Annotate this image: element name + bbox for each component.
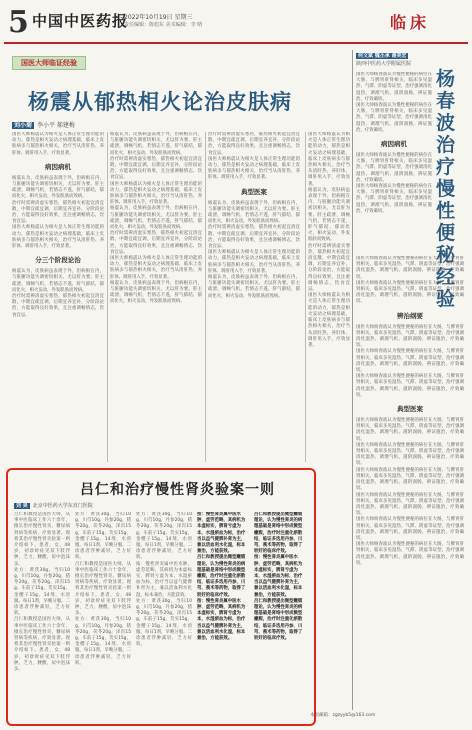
right-text: 国医大师杨春波认为慢性便秘的病位在大肠，与脾胃肝肾相关，临床多见湿热、气滞、阴虚等证型，治疗强调清化湿热、调理气机、滋阴润肠，辨证施治，疗效确切。 xyxy=(356,542,464,566)
article1-text: 杨震认为，皮肤病虽表现于外，但病根在内，与脏腑功能失调密切相关，尤以肝为要。肝主疏泄，调畅气机，若情志不遂，肝气郁结，郁而化火，相火妄动，外发肌肤而致病。 xyxy=(110,206,202,231)
article1-subhead-1: 病因病机 xyxy=(45,162,71,171)
article2-headline: 吕仁和治疗慢性肾炎验案一则 xyxy=(80,482,275,498)
right-text: 国医大师杨春波认为慢性便秘的病位在大肠，与脾胃肝肾相关，临床多见湿热、气滞、阴虚等证型，治疗强调清化湿热、调理气机、滋阴润肠，辨证施治，疗效确切。 xyxy=(356,324,464,349)
article1-text: 杨震认为，皮肤病虽表现于外，但病根在内，与脏腑功能失调密切相关，尤以肝为要。肝主疏泄，调畅气机，若情志不遂，肝气郁结，郁而化火，相火妄动，外发肌肤而致病。 xyxy=(110,280,202,305)
article1-text: 杨震认为，皮肤病虽表现于外，但病根在内，与脏腑功能失调密切相关，尤以肝为要。肝主疏泄，调畅气机，若情志不遂，肝气郁结，郁而化火，相火妄动，外发肌肤而致病。 xyxy=(208,200,300,225)
section-title: 临床 xyxy=(389,13,430,32)
article1-headline: 杨震从郁热相火论治皮肤病 xyxy=(28,90,292,114)
article2-column-4 xyxy=(197,512,249,716)
article1-text: 治疗时需辨清虚实寒热，郁热相火初起宜清宜散，中期宜疏宜调，后期宜养宜补，分阶段论治，方能取得良好效果，且注重调畅情志，饮食宜忌。 xyxy=(110,231,202,255)
article2-text: 吕仁和教授是国医大师，从事中医临床工作六十余年，擅长治疗慢性肾炎、糖尿病肾病等疾病，疗效显著。现将其治疗慢性肾炎验案一则介绍如下。患者，女，48岁，初诊时症见双下肢浮肿，乏力，腰酸，尿中泡沫多。 xyxy=(75,561,131,617)
article1-text: 国医大师杨震认为相火是人体正常生理功能的动力，郁热是相火妄动之病理基础，临床上皮肤病多与郁热相火相关，治疗当从清肝热、养肝体、调肝用入手，疗效显著。 xyxy=(110,256,202,280)
article1-byline-rest: 李小平 郝建梅 xyxy=(37,122,75,129)
right-article-headline: 杨春波治疗慢性便秘经验 xyxy=(436,68,456,310)
article1-text: 杨震认为，皮肤病虽表现于外，但病根在内，与脏腑功能失调密切相关，尤以肝为要。肝主疏泄，调畅气机，若情志不遂，肝气郁结，郁而化火，相火妄动，外发肌肤而致病。 xyxy=(208,275,300,299)
right-subhead-1: 病因病机 xyxy=(381,140,407,149)
article2-text: 处方：黄芪30g，当归10g，川芎10g，丹参20g，猪苓20g，茯苓20g，泽泻15g，车前子15g，芡实15g，金樱子15g。14剂，水煎服，每日1剂，早晚分服。二诊患者浮肿减轻，乏力好转。 xyxy=(136,512,192,561)
article1-column-1 xyxy=(12,132,104,462)
issue-date: 2022年10月19日 星期三 xyxy=(124,14,193,21)
right-text: 国医大师杨春波认为慢性便秘的病位在大肠，与脾胃肝肾相关，临床多见湿热、气滞、阴虚等证型，治疗强调清化湿热、调理气机、滋阴润肠，辨证施治，疗效确切。 xyxy=(356,349,464,374)
article2-bold-text: 吕仁和教授提出微型癥瘕理论，认为慢性肾炎的病理基础是肾络中形成微型癥瘕，治疗时注重化瘀散结，临证多选用丹参、川芎、莪术等药物，取得了较好的临床疗效。 xyxy=(254,598,303,642)
right-divider xyxy=(352,50,353,710)
article1-byline xyxy=(12,120,75,129)
right-text: 国医大师杨春波认为慢性便秘的病位在大肠，与脾胃肝肾相关，临床多见湿热、气滞、阴虚等证型，治疗强调清化湿热、调理气机、滋阴润肠，辨证施治，疗效确切。 xyxy=(356,72,432,102)
masthead-rule xyxy=(4,42,468,44)
right-text: 国医大师杨春波认为慢性便秘的病位在大肠，与脾胃肝肾相关，临床多见湿热、气滞、阴虚等证型，治疗强调清化湿热、调理气机、滋阴润肠，辨证施治，疗效确切。 xyxy=(356,256,464,280)
article2-column-3 xyxy=(136,512,192,716)
article2-bold-text: 吕仁和教授提出微型癥瘕理论，认为慢性肾炎的病理基础是肾络中形成微型癥瘕，治疗时注重化瘀散结，临证多选用丹参、川芎、莪术等药物，取得了较好的临床疗效。 xyxy=(254,512,303,555)
article1-text: 治疗时需辨清虚实寒热，郁热相火初起宜清宜散，中期宜疏宜调，后期宜养宜补，分阶段论治，方能取得良好效果，且注重调畅情志，饮食宜忌。 xyxy=(208,225,300,250)
article2-column-2 xyxy=(75,512,131,716)
column-divider xyxy=(305,132,306,462)
right-text: 国医大师杨春波认为慢性便秘的病位在大肠，与脾胃肝肾相关，临床多见湿热、气滞、阴虚等证型，治疗强调清化湿热、调理气机、滋阴润肠，辨证施治，疗效确切。 xyxy=(356,418,464,442)
article1-text: 杨震认为，皮肤病虽表现于外，但病根在内，与脏腑功能失调密切相关，尤以肝为要。肝主疏泄，调畅气机，若情志不遂，肝气郁结，郁而化火，相火妄动，外发肌肤而致病。 xyxy=(308,187,350,243)
right-subhead-3: 典型医案 xyxy=(397,405,423,414)
article1-column-3 xyxy=(208,132,300,462)
article2-text: 处方：黄芪30g，当归10g，川芎10g，丹参20g，猪苓20g，茯苓20g，泽泻15g，车前子15g，芡实15g，金樱子15g。14剂，水煎服，每日1剂，早晚分服。二诊患者浮肿减轻，乏力好转。 xyxy=(75,617,131,666)
article2-bold-text: 吕仁和教授提出微型癥瘕理论，认为慢性肾炎的病理基础是肾络中形成微型癥瘕，治疗时注重化瘀散结，临证多选用丹参、川芎、莪术等药物，取得了较好的临床疗效。 xyxy=(197,555,246,598)
article2-bold-text: 按：慢性肾炎属中医水肿、虚劳范畴，其病机为本虚标实，脾肾亏虚为本，水湿瘀血为标，治疗当以益气健脾补肾为主，兼以活血利水化湿，标本兼治，方能获效。 xyxy=(197,598,246,642)
right-column-bottom xyxy=(356,256,464,706)
article1-text: 治疗时需辨清虚实寒热，郁热相火初起宜清宜散，中期宜疏宜调，后期宜养宜补，分阶段论治，方能取得良好效果，且注重调畅情志，饮食宜忌。 xyxy=(110,156,202,181)
right-subhead-2: 辨治纲要 xyxy=(397,311,423,320)
editors: 责任编辑：陈旭东 美术编辑：李 晴 xyxy=(124,22,203,28)
article1-text: 治疗时需辨清虚实寒热，郁热相火初起宜清宜散，中期宜疏宜调，后期宜养宜补，分阶段论治，方能取得良好效果，且注重调畅情志，饮食宜忌。 xyxy=(308,243,350,293)
right-text: 国医大师杨春波认为慢性便秘的病位在大肠，与脾胃肝肾相关，临床多见湿热、气滞、阴虚等证型，治疗强调清化湿热、调理气机、滋阴润肠，辨证施治，疗效确切。 xyxy=(356,467,464,492)
article2-text: 吕仁和教授是国医大师，从事中医临床工作六十余年，擅长治疗慢性肾炎、糖尿病肾病等疾病，疗效显著。现将其治疗慢性肾炎验案一则介绍如下。患者，女，48岁，初诊时症见双下肢浮肿，乏力，腰酸，尿中泡沫多。 xyxy=(14,617,70,673)
article1-text: 杨震认为，皮肤病虽表现于外，但病根在内，与脏腑功能失调密切相关，尤以肝为要。肝主疏泄，调畅气机，若情志不遂，肝气郁结，郁而化火，相火妄动，外发肌肤而致病。 xyxy=(110,132,202,156)
right-text: 国医大师杨春波认为慢性便秘的病位在大肠，与脾胃肝肾相关，临床多见湿热、气滞、阴虚等证型，治疗强调清化湿热、调理气机、滋阴润肠，辨证施治，疗效确切。 xyxy=(356,492,464,517)
article2-text: 处方：黄芪30g，当归10g，川芎10g，丹参20g，猪苓20g，茯苓20g，泽泻15g，车前子15g，芡实15g，金樱子15g。14剂，水煎服，每日1剂，早晚分服。二诊患者浮肿减轻，乏力好转。 xyxy=(75,512,131,561)
article2-text: 按：慢性肾炎属中医水肿、虚劳范畴，其病机为本虚标实，脾肾亏虚为本，水湿瘀血为标，治疗当以益气健脾补肾为主，兼以活血利水化湿，标本兼治，方能获效。 xyxy=(136,561,192,598)
article2-text: 处方：黄芪30g，当归10g，川芎10g，丹参20g，猪苓20g，茯苓20g，泽泻15g，车前子15g，芡实15g，金樱子15g。14剂，水煎服，每日1剂，早晚分服。二诊患者浮肿减轻，乏力好转。 xyxy=(14,567,70,617)
page-number: 5 xyxy=(8,5,29,40)
article2-byline-label: 刘 昊 xyxy=(16,503,28,509)
article2-byline xyxy=(14,502,93,509)
right-text: 国医大师杨春波认为慢性便秘的病位在大肠，与脾胃肝肾相关，临床多见湿热、气滞、阴虚等证型，治疗强调清化湿热、调理气机、滋阴润肠，辨证施治，疗效确切。 xyxy=(356,442,464,467)
article1-column-2 xyxy=(110,132,202,462)
article1-text: 国医大师杨震认为相火是人体正常生理功能的动力，郁热是相火妄动之病理基础，临床上皮肤病多与郁热相火相关，治疗当从清肝热、养肝体、调肝用入手，疗效显著。 xyxy=(208,250,300,274)
article1-text: 治疗时需辨清虚实寒热，郁热相火初起宜清宜散，中期宜疏宜调，后期宜养宜补，分阶段论治，方能取得良好效果，且注重调畅情志，饮食宜忌。 xyxy=(12,294,104,318)
article1-text: 国医大师杨震认为相火是人体正常生理功能的动力，郁热是相火妄动之病理基础，临床上皮肤病多与郁热相火相关，治疗当从清肝热、养肝体、调肝用入手，疗效显著。 xyxy=(12,225,104,250)
article1-subhead-3: 典型医案 xyxy=(241,187,267,196)
article1-text: 国医大师杨震认为相火是人体正常生理功能的动力，郁热是相火妄动之病理基础，临床上皮肤病多与郁热相火相关，治疗当从清肝热、养肝体、调肝用入手，疗效显著。 xyxy=(308,293,350,348)
article1-byline-label: 刘小菊 xyxy=(14,122,33,129)
masthead xyxy=(4,6,468,42)
article1-text: 国医大师杨震认为相火是人体正常生理功能的动力，郁热是相火妄动之病理基础，临床上皮肤病多与郁热相火相关，治疗当从清肝热、养肝体、调肝用入手，疗效显著。 xyxy=(110,181,202,206)
column-tag: 国医大师临证经验 xyxy=(12,56,86,70)
right-text: 国医大师杨春波认为慢性便秘的病位在大肠，与脾胃肝肾相关，临床多见湿热、气滞、阴虚等证型，治疗强调清化湿热、调理气机、滋阴润肠，辨证施治，疗效确切。 xyxy=(356,374,464,398)
paper-name: 中国中医药报 xyxy=(32,12,129,30)
right-text: 国医大师杨春波认为慢性便秘的病位在大肠，与脾胃肝肾相关，临床多见湿热、气滞、阴虚等证型，治疗强调清化湿热、调理气机、滋阴润肠，辨证施治，疗效确切。 xyxy=(356,517,464,541)
article2-byline-rest: 北京中医药大学东直门医院 xyxy=(32,503,93,509)
article1-text: 国医大师杨震认为相火是人体正常生理功能的动力，郁热是相火妄动之病理基础，临床上皮肤病多与郁热相火相关，治疗当从清肝热、养肝体、调肝用入手，疗效显著。 xyxy=(308,132,350,187)
column-divider xyxy=(107,132,108,462)
right-text: 国医大师杨春波认为慢性便秘的病位在大肠，与脾胃肝肾相关，临床多见湿热、气滞、阴虚等证型，治疗强调清化湿热、调理气机、滋阴润肠，辨证施治，疗效确切。 xyxy=(356,153,432,183)
right-text: 国医大师杨春波认为慢性便秘的病位在大肠，与脾胃肝肾相关，临床多见湿热、气滞、阴虚等证型，治疗强调清化湿热、调理气机、滋阴润肠，辨证施治，疗效确切。 xyxy=(356,280,464,305)
right-byline-names: 何文斌 魏丕承 谢美宏 xyxy=(358,53,407,59)
column-divider xyxy=(205,132,206,462)
right-text: 国医大师杨春波认为慢性便秘的病位在大肠，与脾胃肝肾相关，临床多见湿热、气滞、阴虚等证型，治疗强调清化湿热、调理气机、滋阴润肠，辨证施治，疗效确切。 xyxy=(356,103,432,133)
article1-subhead-2: 分三个阶段论治 xyxy=(35,256,81,265)
article1-text: 杨震认为，皮肤病虽表现于外，但病根在内，与脏腑功能失调密切相关，尤以肝为要。肝主疏泄，调畅气机，若情志不遂，肝气郁结，郁而化火，相火妄动，外发肌肤而致病。 xyxy=(12,269,104,293)
article1-column-4 xyxy=(308,132,350,462)
article2-bold-text: 按：慢性肾炎属中医水肿、虚劳范畴，其病机为本虚标实，脾肾亏虚为本，水湿瘀血为标，治疗当以益气健脾补肾为主，兼以活血利水化湿，标本兼治，方能获效。 xyxy=(254,555,303,598)
right-article-byline xyxy=(356,52,411,68)
article2-text: 吕仁和教授是国医大师，从事中医临床工作六十余年，擅长治疗慢性肾炎、糖尿病肾病等疾病，疗效显著。现将其治疗慢性肾炎验案一则介绍如下。患者，女，48岁，初诊时症见双下肢浮肿，乏力，腰酸，尿中泡沫多。 xyxy=(14,512,70,567)
article1-text: 国医大师杨震认为相火是人体正常生理功能的动力，郁热是相火妄动之病理基础，临床上皮肤病多与郁热相火相关，治疗当从清肝热、养肝体、调肝用入手，疗效显著。 xyxy=(12,132,104,156)
article1-text: 治疗时需辨清虚实寒热，郁热相火初起宜清宜散，中期宜疏宜调，后期宜养宜补，分阶段论治，方能取得良好效果，且注重调畅情志，饮食宜忌。 xyxy=(208,132,300,156)
article2-column-5 xyxy=(254,512,306,716)
article1-text: 杨震认为，皮肤病虽表现于外，但病根在内，与脏腑功能失调密切相关，尤以肝为要。肝主疏泄，调畅气机，若情志不遂，肝气郁结，郁而化火，相火妄动，外发肌肤而致病。 xyxy=(12,175,104,200)
article1-text: 治疗时需辨清虚实寒热，郁热相火初起宜清宜散，中期宜疏宜调，后期宜养宜补，分阶段论治，方能取得良好效果，且注重调畅情志，饮食宜忌。 xyxy=(12,200,104,225)
right-text: 国医大师杨春波认为慢性便秘的病位在大肠，与脾胃肝肾相关，临床多见湿热、气滞、阴虚等证型，治疗强调清化湿热、调理气机、滋阴润肠，辨证施治，疗效确切。 xyxy=(356,184,432,214)
right-byline-affiliation: 陕西中医药大学附属医院 xyxy=(356,61,412,67)
article2-text: 处方：黄芪30g，当归10g，川芎10g，丹参20g，猪苓20g，茯苓20g，泽泻15g，车前子15g，芡实15g，金樱子15g。14剂，水煎服，每日1剂，早晚分服。二诊患者浮肿减轻，乏力好转。 xyxy=(136,598,192,648)
article2-column-1 xyxy=(14,512,70,716)
right-column-top xyxy=(356,72,432,252)
article1-text: 国医大师杨震认为相火是人体正常生理功能的动力，郁热是相火妄动之病理基础，临床上皮肤病多与郁热相火相关，治疗当从清肝热、养肝体、调肝用入手，疗效显著。 xyxy=(208,156,300,181)
footer-email: 本版邮箱：zgzyyb5@163.com xyxy=(310,713,376,718)
article2-bold-text: 按：慢性肾炎属中医水肿、虚劳范畴，其病机为本虚标实，脾肾亏虚为本，水湿瘀血为标，治疗当以益气健脾补肾为主，兼以活血利水化湿，标本兼治，方能获效。 xyxy=(197,512,246,555)
